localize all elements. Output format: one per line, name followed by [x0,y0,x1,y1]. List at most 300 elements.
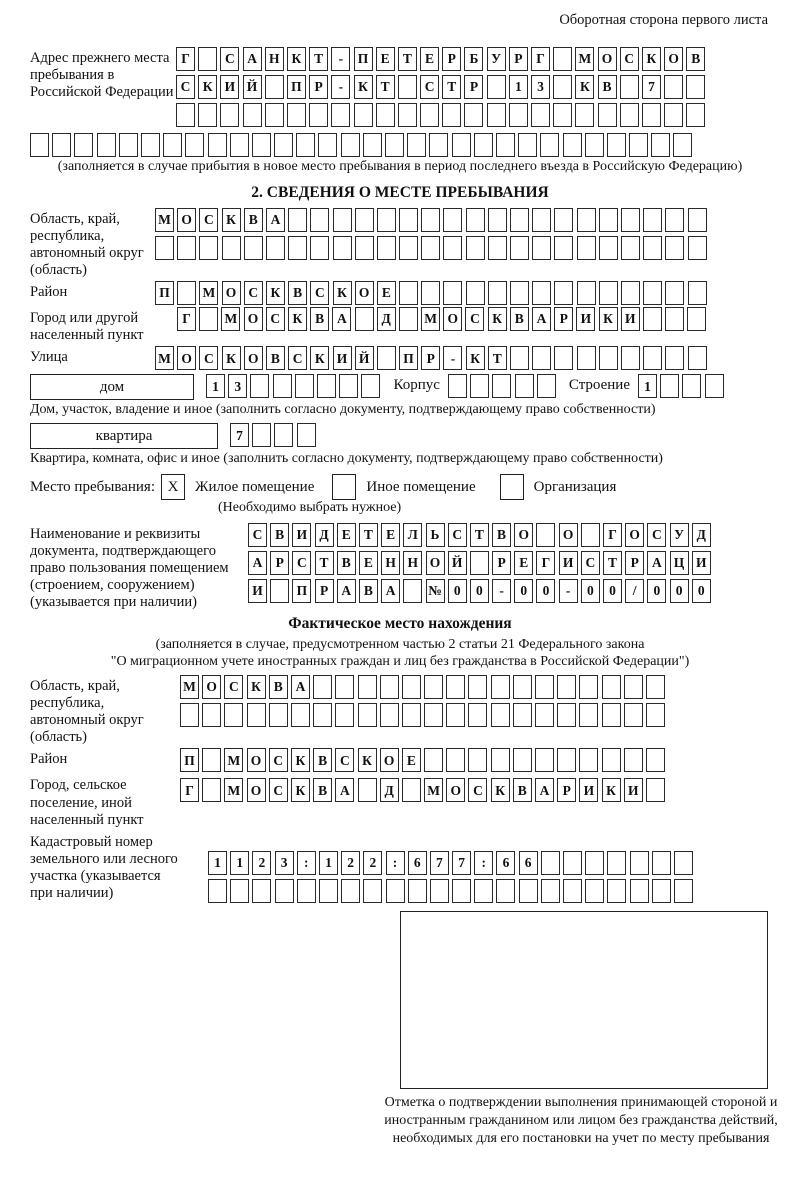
form-cell[interactable] [317,374,336,398]
form-cell[interactable] [643,236,662,260]
form-cell[interactable]: 6 [519,851,538,875]
form-cell[interactable] [185,133,204,157]
form-cell[interactable]: С [468,778,487,802]
form-cell[interactable] [624,703,643,727]
form-cell[interactable] [682,374,701,398]
form-cell[interactable]: Е [337,523,356,547]
form-cell[interactable]: О [426,551,445,575]
form-cell[interactable] [443,281,462,305]
form-cell[interactable]: 1 [509,75,528,99]
form-cell[interactable]: О [598,47,617,71]
form-cell[interactable]: В [510,307,529,331]
form-cell[interactable] [399,208,418,232]
form-cell[interactable]: Г [603,523,622,547]
form-cell[interactable] [468,703,487,727]
form-cell[interactable]: 6 [408,851,427,875]
form-cell[interactable]: М [224,748,243,772]
form-cell[interactable] [319,879,338,903]
form-cell[interactable]: М [575,47,594,71]
form-cell[interactable] [296,133,315,157]
form-cell[interactable] [621,236,640,260]
form-cell[interactable]: И [559,551,578,575]
form-cell[interactable]: В [598,75,617,99]
form-cell[interactable]: Е [381,523,400,547]
form-cell[interactable] [310,236,329,260]
form-cell[interactable]: К [288,307,307,331]
form-cell[interactable] [177,236,196,260]
form-cell[interactable] [643,307,662,331]
form-cell[interactable] [198,103,217,127]
form-cell[interactable]: А [535,778,554,802]
form-cell[interactable] [579,748,598,772]
form-cell[interactable] [541,851,560,875]
form-cell[interactable] [274,423,293,447]
form-cell[interactable]: Г [531,47,550,71]
form-cell[interactable]: И [248,579,267,603]
form-cell[interactable]: М [421,307,440,331]
form-cell[interactable] [273,374,292,398]
form-cell[interactable] [468,675,487,699]
form-cell[interactable]: Р [464,75,483,99]
form-cell[interactable]: 0 [670,579,689,603]
form-cell[interactable]: Й [355,346,374,370]
form-cell[interactable] [553,103,572,127]
form-cell[interactable] [443,208,462,232]
form-cell[interactable] [424,703,443,727]
form-cell[interactable] [180,703,199,727]
form-cell[interactable] [686,75,705,99]
form-cell[interactable] [377,346,396,370]
form-cell[interactable]: О [443,307,462,331]
form-cell[interactable]: К [354,75,373,99]
form-cell[interactable]: Е [420,47,439,71]
form-cell[interactable] [287,103,306,127]
form-cell[interactable] [270,579,289,603]
form-cell[interactable]: Т [470,523,489,547]
form-cell[interactable] [341,133,360,157]
form-cell[interactable]: 1 [319,851,338,875]
form-cell[interactable]: 7 [452,851,471,875]
form-cell[interactable]: С [224,675,243,699]
form-cell[interactable]: 7 [430,851,449,875]
form-cell[interactable]: - [331,47,350,71]
form-cell[interactable] [163,133,182,157]
form-cell[interactable]: О [247,748,266,772]
form-cell[interactable]: 6 [496,851,515,875]
form-cell[interactable]: Р [309,75,328,99]
form-cell[interactable]: К [291,778,310,802]
form-cell[interactable] [470,374,489,398]
form-cell[interactable] [513,748,532,772]
form-cell[interactable]: С [248,523,267,547]
form-cell[interactable] [291,703,310,727]
form-cell[interactable]: Д [377,307,396,331]
form-cell[interactable] [651,133,670,157]
form-cell[interactable]: 0 [692,579,711,603]
form-cell[interactable] [577,236,596,260]
form-cell[interactable]: Й [243,75,262,99]
form-cell[interactable] [141,133,160,157]
form-cell[interactable] [398,103,417,127]
form-cell[interactable]: О [514,523,533,547]
form-cell[interactable]: А [243,47,262,71]
form-cell[interactable] [646,748,665,772]
form-cell[interactable] [429,133,448,157]
form-cell[interactable] [269,703,288,727]
form-cell[interactable]: Р [492,551,511,575]
form-cell[interactable] [466,281,485,305]
form-cell[interactable] [252,133,271,157]
form-cell[interactable] [535,675,554,699]
form-cell[interactable]: Т [603,551,622,575]
form-cell[interactable]: : [386,851,405,875]
form-cell[interactable] [355,208,374,232]
form-cell[interactable]: И [579,778,598,802]
form-cell[interactable] [274,133,293,157]
form-cell[interactable]: 0 [470,579,489,603]
form-cell[interactable] [510,281,529,305]
form-cell[interactable]: А [266,208,285,232]
form-cell[interactable] [250,374,269,398]
form-cell[interactable] [222,236,241,260]
form-cell[interactable] [177,281,196,305]
form-cell[interactable]: - [331,75,350,99]
form-cell[interactable]: Н [403,551,422,575]
form-cell[interactable] [513,675,532,699]
form-cell[interactable] [288,236,307,260]
form-cell[interactable] [673,133,692,157]
form-cell[interactable] [487,103,506,127]
form-cell[interactable]: Д [315,523,334,547]
form-cell[interactable] [313,703,332,727]
form-cell[interactable]: 2 [252,851,271,875]
form-cell[interactable] [97,133,116,157]
form-cell[interactable]: Т [398,47,417,71]
form-cell[interactable]: К [491,778,510,802]
form-cell[interactable]: И [292,523,311,547]
form-cell[interactable]: 0 [581,579,600,603]
form-cell[interactable]: Ц [670,551,689,575]
form-cell[interactable]: 3 [228,374,247,398]
form-cell[interactable] [577,346,596,370]
form-cell[interactable] [510,208,529,232]
form-cell[interactable]: О [177,346,196,370]
form-cell[interactable]: А [335,778,354,802]
form-cell[interactable]: С [220,47,239,71]
form-cell[interactable] [624,675,643,699]
form-cell[interactable]: С [199,346,218,370]
form-cell[interactable]: В [244,208,263,232]
form-cell[interactable]: Й [448,551,467,575]
form-cell[interactable] [510,236,529,260]
form-cell[interactable] [199,307,218,331]
form-cell[interactable] [470,551,489,575]
form-cell[interactable]: О [244,346,263,370]
form-cell[interactable]: С [288,346,307,370]
form-cell[interactable]: 3 [531,75,550,99]
form-cell[interactable]: - [559,579,578,603]
form-cell[interactable]: Т [442,75,461,99]
form-cell[interactable]: К [642,47,661,71]
form-cell[interactable] [665,281,684,305]
form-cell[interactable]: О [446,778,465,802]
form-cell[interactable]: Н [265,47,284,71]
form-cell[interactable]: П [399,346,418,370]
form-cell[interactable] [581,523,600,547]
form-cell[interactable]: К [599,307,618,331]
checkbox-zhiloe[interactable]: X [161,474,185,500]
form-cell[interactable]: : [297,851,316,875]
form-cell[interactable] [421,236,440,260]
form-cell[interactable] [380,675,399,699]
form-cell[interactable] [399,281,418,305]
form-cell[interactable] [446,703,465,727]
form-cell[interactable] [402,703,421,727]
form-cell[interactable] [224,703,243,727]
form-cell[interactable] [247,703,266,727]
form-cell[interactable]: И [333,346,352,370]
form-cell[interactable] [487,75,506,99]
form-cell[interactable]: П [155,281,174,305]
form-cell[interactable] [288,208,307,232]
form-cell[interactable] [541,879,560,903]
form-cell[interactable]: 1 [638,374,657,398]
form-cell[interactable] [30,133,49,157]
form-cell[interactable] [621,208,640,232]
form-cell[interactable] [265,75,284,99]
form-cell[interactable]: Б [464,47,483,71]
form-cell[interactable]: О [244,307,263,331]
form-cell[interactable]: Д [692,523,711,547]
form-cell[interactable] [399,236,418,260]
form-cell[interactable]: М [155,208,174,232]
form-cell[interactable]: В [337,551,356,575]
form-cell[interactable]: 7 [642,75,661,99]
form-cell[interactable]: Д [380,778,399,802]
form-cell[interactable]: К [602,778,621,802]
form-cell[interactable]: К [575,75,594,99]
form-cell[interactable] [402,675,421,699]
form-cell[interactable]: 1 [208,851,227,875]
form-cell[interactable]: М [180,675,199,699]
form-cell[interactable] [331,103,350,127]
form-cell[interactable] [491,675,510,699]
form-cell[interactable]: В [266,346,285,370]
form-cell[interactable]: П [180,748,199,772]
form-cell[interactable] [554,208,573,232]
form-cell[interactable] [358,778,377,802]
form-cell[interactable] [585,133,604,157]
form-cell[interactable] [358,675,377,699]
form-cell[interactable] [492,374,511,398]
form-cell[interactable] [252,879,271,903]
form-cell[interactable]: 0 [514,579,533,603]
form-cell[interactable]: О [380,748,399,772]
form-cell[interactable] [599,236,618,260]
form-cell[interactable]: О [222,281,241,305]
form-cell[interactable] [553,75,572,99]
form-cell[interactable] [208,133,227,157]
form-cell[interactable]: К [222,208,241,232]
form-cell[interactable] [599,208,618,232]
form-cell[interactable] [624,748,643,772]
form-cell[interactable] [509,103,528,127]
form-cell[interactable]: В [269,675,288,699]
form-cell[interactable]: - [443,346,462,370]
form-cell[interactable] [496,879,515,903]
form-cell[interactable] [446,675,465,699]
form-cell[interactable]: Т [488,346,507,370]
form-cell[interactable] [155,236,174,260]
form-cell[interactable]: У [670,523,689,547]
form-cell[interactable]: С [448,523,467,547]
form-cell[interactable] [621,281,640,305]
form-cell[interactable]: Г [536,551,555,575]
form-cell[interactable] [607,851,626,875]
form-cell[interactable]: Г [176,47,195,71]
form-cell[interactable] [665,208,684,232]
form-cell[interactable] [119,133,138,157]
form-cell[interactable] [265,103,284,127]
form-cell[interactable]: А [291,675,310,699]
form-cell[interactable]: 3 [275,851,294,875]
form-cell[interactable] [665,236,684,260]
form-cell[interactable] [532,236,551,260]
form-cell[interactable] [642,103,661,127]
form-cell[interactable]: В [270,523,289,547]
form-cell[interactable]: В [492,523,511,547]
form-cell[interactable]: 1 [206,374,225,398]
form-cell[interactable] [52,133,71,157]
form-cell[interactable] [621,346,640,370]
form-cell[interactable] [464,103,483,127]
form-cell[interactable]: Р [625,551,644,575]
form-cell[interactable] [563,133,582,157]
form-cell[interactable] [537,374,556,398]
form-cell[interactable] [536,523,555,547]
form-cell[interactable]: Г [177,307,196,331]
form-cell[interactable]: О [559,523,578,547]
form-cell[interactable] [266,236,285,260]
form-cell[interactable] [630,879,649,903]
form-cell[interactable]: 2 [363,851,382,875]
form-cell[interactable] [577,281,596,305]
form-cell[interactable] [554,346,573,370]
form-cell[interactable]: К [291,748,310,772]
form-cell[interactable]: П [287,75,306,99]
form-cell[interactable]: А [381,579,400,603]
form-cell[interactable] [688,236,707,260]
form-cell[interactable]: К [358,748,377,772]
form-cell[interactable] [313,675,332,699]
form-cell[interactable] [488,208,507,232]
form-cell[interactable] [333,208,352,232]
form-cell[interactable] [403,579,422,603]
form-cell[interactable] [244,236,263,260]
form-cell[interactable]: 2 [341,851,360,875]
form-cell[interactable] [575,103,594,127]
form-cell[interactable] [688,281,707,305]
form-cell[interactable] [602,703,621,727]
form-cell[interactable] [452,133,471,157]
form-cell[interactable]: К [222,346,241,370]
form-cell[interactable]: М [221,307,240,331]
form-cell[interactable]: С [581,551,600,575]
form-cell[interactable]: С [465,307,484,331]
form-cell[interactable]: О [177,208,196,232]
form-cell[interactable] [230,133,249,157]
form-cell[interactable] [466,208,485,232]
form-cell[interactable]: Р [557,778,576,802]
form-cell[interactable]: Е [376,47,395,71]
form-cell[interactable] [646,675,665,699]
form-cell[interactable]: С [244,281,263,305]
form-cell[interactable]: А [532,307,551,331]
form-cell[interactable]: М [424,778,443,802]
form-cell[interactable] [557,703,576,727]
form-cell[interactable] [488,236,507,260]
form-cell[interactable]: В [310,307,329,331]
form-cell[interactable] [515,374,534,398]
form-cell[interactable]: С [647,523,666,547]
form-cell[interactable] [74,133,93,157]
form-cell[interactable] [607,133,626,157]
form-cell[interactable] [687,307,706,331]
form-cell[interactable] [202,778,221,802]
form-cell[interactable] [665,307,684,331]
form-cell[interactable] [557,675,576,699]
form-cell[interactable] [563,851,582,875]
form-cell[interactable] [599,281,618,305]
form-cell[interactable] [443,236,462,260]
form-cell[interactable] [532,281,551,305]
form-cell[interactable] [531,103,550,127]
form-cell[interactable] [380,703,399,727]
form-cell[interactable]: В [288,281,307,305]
form-cell[interactable] [202,748,221,772]
form-cell[interactable]: Р [509,47,528,71]
form-cell[interactable] [554,281,573,305]
form-cell[interactable] [446,748,465,772]
form-cell[interactable] [535,703,554,727]
form-cell[interactable] [686,103,705,127]
form-cell[interactable] [310,208,329,232]
form-cell[interactable] [220,103,239,127]
form-cell[interactable] [208,879,227,903]
form-cell[interactable] [705,374,724,398]
form-cell[interactable] [377,208,396,232]
form-cell[interactable]: С [176,75,195,99]
form-cell[interactable] [554,236,573,260]
form-cell[interactable]: П [292,579,311,603]
form-cell[interactable]: - [492,579,511,603]
form-cell[interactable]: Р [442,47,461,71]
form-cell[interactable]: С [620,47,639,71]
form-cell[interactable] [295,374,314,398]
form-cell[interactable] [532,346,551,370]
form-cell[interactable] [652,851,671,875]
form-cell[interactable]: В [313,748,332,772]
form-cell[interactable]: С [266,307,285,331]
form-cell[interactable] [664,75,683,99]
form-cell[interactable] [598,103,617,127]
form-cell[interactable] [488,281,507,305]
form-cell[interactable] [341,879,360,903]
form-cell[interactable]: Т [359,523,378,547]
form-cell[interactable]: О [247,778,266,802]
form-cell[interactable] [585,879,604,903]
form-cell[interactable] [660,374,679,398]
